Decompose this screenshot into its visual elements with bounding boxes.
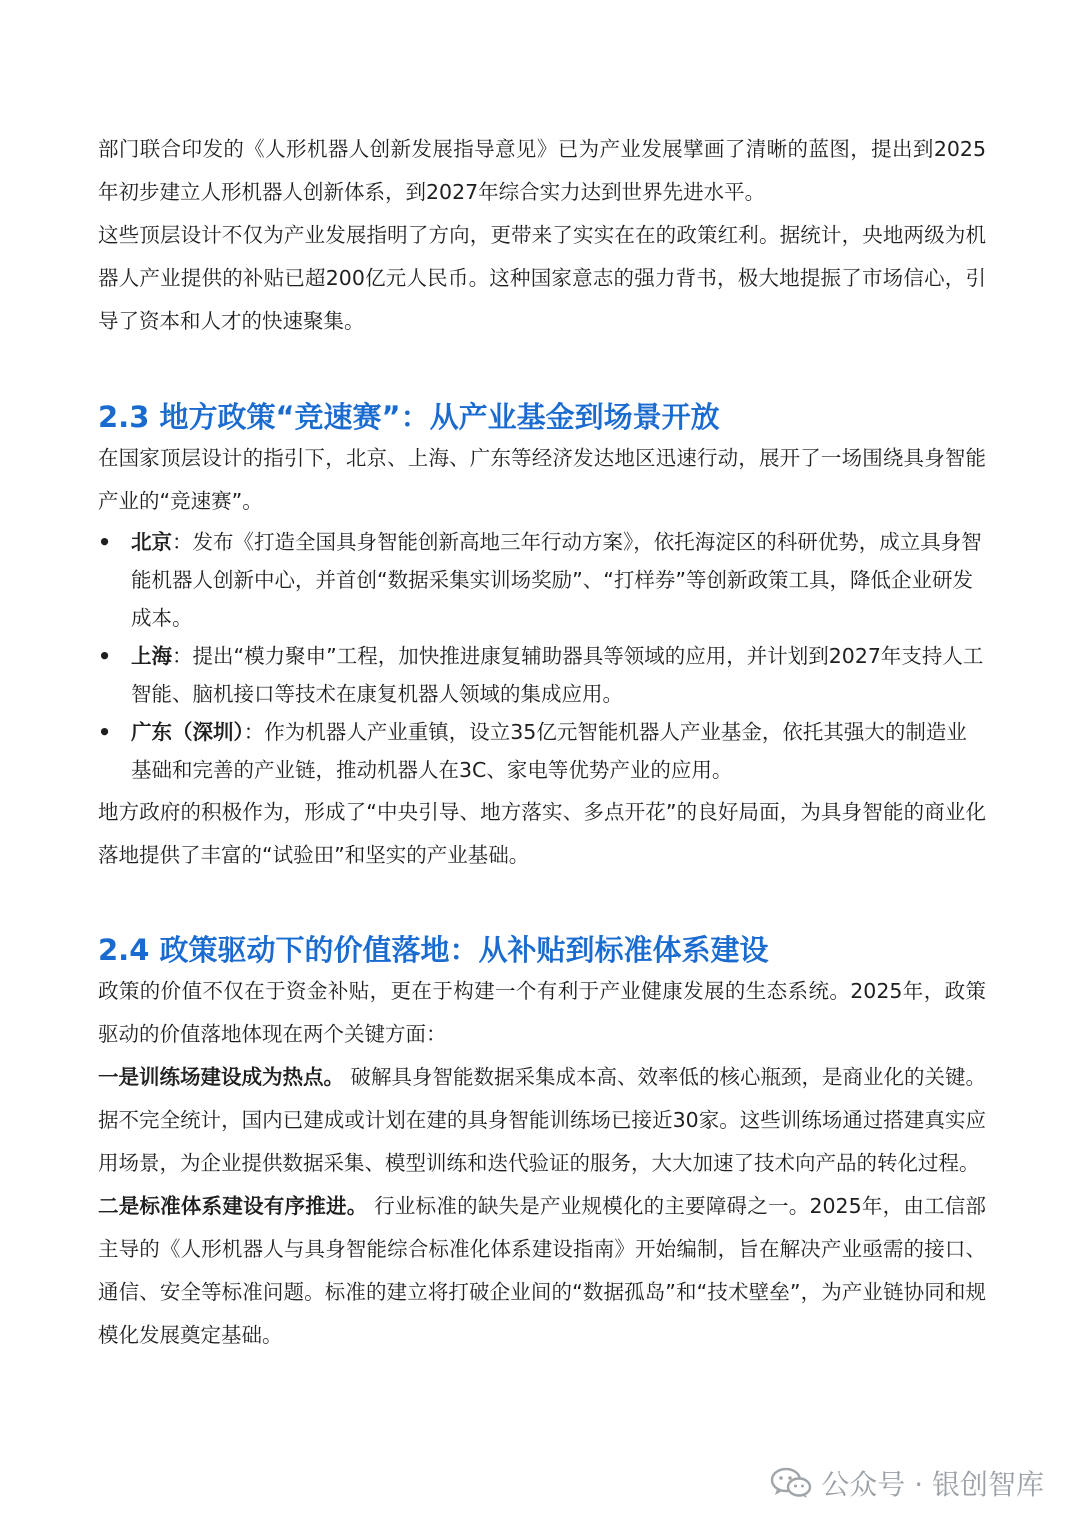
point-1-paragraph: [98, 1056, 986, 1185]
section-2-3-intro: 在国家顶层设计的指引下，北京、上海、广东等经济发达地区迅速行动，展开了一场围绕具身智能产业的“竞速赛”。: [98, 446, 986, 513]
list-item-shanghai: [98, 637, 986, 713]
point-1-lead: 一是训练场建设成为热点。: [98, 1065, 344, 1089]
list-item-guangdong: [98, 713, 986, 789]
section-2-4-intro: 政策的价值不仅在于资金补贴，更在于构建一个有利于产业健康发展的生态系统。2025年，政策驱动的价值落地体现在两个关键方面：: [98, 979, 986, 1046]
wechat-watermark: [769, 1458, 1044, 1508]
wechat-icon: [769, 1466, 813, 1500]
document-page: [98, 128, 986, 1357]
intro-paragraph-1: 部门联合印发的《人形机器人创新发展指导意见》已为产业发展擘画了清晰的蓝图，提出到2025年初步建立人形机器人创新体系，到2027年综合实力达到世界先进水平。: [98, 137, 986, 204]
bullet-marker: •: [98, 720, 112, 744]
intro-paragraph-2: 这些顶层设计不仅为产业发展指明了方向，更带来了实实在在的政策红利。据统计，央地两级为机器人产业提供的补贴已超200亿元人民币。这种国家意志的强力背书，极大地提振了市场信心，引导了资本和人才的快速聚集。: [98, 223, 986, 333]
point-2-text: 行业标准的缺失是产业规模化的主要障碍之一。2025年，由工信部主导的《人形机器人与具身智能综合标准化体系建设指南》开始编制，旨在解决产业亟需的接口、通信、安全等标准问题。标准的建立将打破企业间的“数据孤岛”和“技术壁垒”，为产业链协同和规模化发展奠定基础。: [98, 1194, 986, 1347]
list-item-term: 北京: [131, 530, 172, 554]
list-item-text: ：提出“模力聚申”工程，加快推进康复辅助器具等领域的应用，并计划到2027年支持人工智能、脑机接口等技术在康复机器人领域的集成应用。: [131, 644, 984, 706]
point-2-lead: 二是标准体系建设有序推进。: [98, 1194, 368, 1218]
section-2-3-outro: 地方政府的积极作为，形成了“中央引导、地方落实、多点开花”的良好局面，为具身智能的商业化落地提供了丰富的“试验田”和坚实的产业基础。: [98, 800, 986, 867]
point-1-text: 破解具身智能数据采集成本高、效率低的核心瓶颈，是商业化的关键。据不完全统计，国内已建成或计划在建的具身智能训练场已接近30家。这些训练场通过搭建真实应用场景，为企业提供数据采集、模型训练和迭代验证的服务，大大加速了技术向产品的转化过程。: [98, 1065, 987, 1175]
watermark-text: 公众号 · 银创智库: [821, 1468, 1044, 1501]
list-item-beijing: [98, 523, 986, 637]
list-item-term: 上海: [131, 644, 172, 668]
section-2-3-heading: 2.3 地方政策“竞速赛”：从产业基金到场景开放: [98, 400, 720, 434]
list-item-text: ：发布《打造全国具身智能创新高地三年行动方案》，依托海淀区的科研优势，成立具身智能机器人创新中心，并首创“数据采集实训场奖励”、“打样券”等创新政策工具，降低企业研发成本。: [131, 530, 982, 630]
section-2-4-heading: 2.4 政策驱动下的价值落地：从补贴到标准体系建设: [98, 933, 769, 967]
regional-policy-list: [98, 523, 986, 789]
bullet-marker: •: [98, 530, 112, 554]
bullet-marker: •: [98, 644, 112, 668]
list-item-text: ：作为机器人产业重镇，设立35亿元智能机器人产业基金，依托其强大的制造业基础和完善的产业链，推动机器人在3C、家电等优势产业的应用。: [131, 720, 967, 782]
point-2-paragraph: [98, 1185, 986, 1357]
list-item-term: 广东（深圳）: [131, 720, 244, 744]
